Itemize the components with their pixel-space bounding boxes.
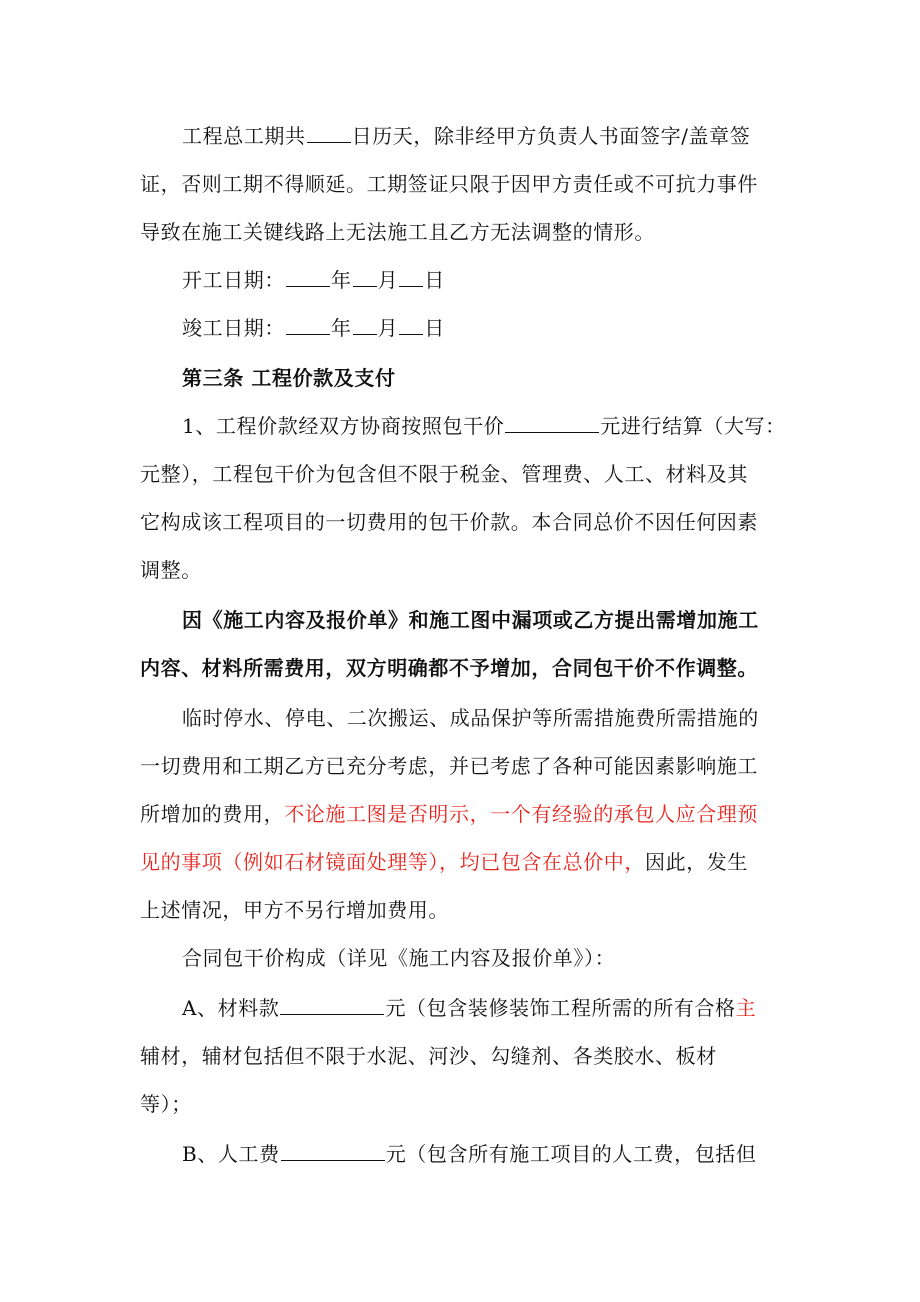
paragraph-duration-line-1: 工程总工期共 日历天，除非经甲方负责人书面签字/盖章签 — [182, 124, 751, 148]
blank-duration-days — [307, 122, 351, 143]
paragraph-price-line-2: 元整），工程包干价为包含但不限于税金、管理费、人工、材料及其 — [140, 462, 748, 486]
blank-end-day — [399, 314, 423, 335]
paragraph-measures-line-2: 一切费用和工期乙方已充分考虑，并已考虑了各种可能因素影响施工 — [140, 754, 758, 778]
item-a-line-1: A、材料款 元（包含装修装饰工程所需的所有合格主 — [182, 996, 757, 1020]
blank-start-year — [286, 266, 330, 287]
highlighted-text: 不论施工图是否明示，一个有经验的承包人应合理预 — [284, 802, 759, 826]
blank-end-month — [353, 314, 377, 335]
paragraph-measures-line-1: 临时停水、停电、二次搬运、成品保护等所需措施费所需措施的 — [182, 706, 759, 730]
paragraph-measures-line-5: 上述情况，甲方不另行增加费用。 — [140, 898, 449, 922]
paragraph-duration-line-2: 证，否则工期不得顺延。工期签证只限于因甲方责任或不可抗力事件 — [140, 172, 758, 196]
blank-start-month — [353, 266, 377, 287]
highlighted-text: 主 — [735, 996, 757, 1020]
paragraph-price-line-4: 调整。 — [140, 558, 202, 582]
blank-labor-cost — [281, 1140, 385, 1161]
paragraph-composition-intro: 合同包干价构成（详见《施工内容及报价单》）： — [182, 946, 616, 970]
item-b-line-1: B、人工费 元（包含所有施工项目的人工费，包括但 — [182, 1142, 757, 1166]
start-date-line: 开工日期： 年 月 日 — [182, 268, 445, 292]
paragraph-price-line-3: 它构成该工程项目的一切费用的包干价款。本合同总价不因任何因素 — [140, 510, 758, 534]
blank-contract-price — [505, 412, 599, 433]
paragraph-measures-line-4: 见的事项（例如石材镜面处理等），均已包含在总价中，因此，发生 — [140, 850, 748, 874]
item-a-line-2: 辅材，辅材包括但不限于水泥、河沙、勾缝剂、各类胶水、板材 — [140, 1044, 717, 1068]
paragraph-bold-line-2: 内容、材料所需费用，双方明确都不予增加，合同包干价不作调整。 — [140, 656, 758, 680]
paragraph-bold-line-1: 因《施工内容及报价单》和施工图中漏项或乙方提出需增加施工 — [182, 608, 759, 632]
item-a-line-3: 等）； — [140, 1092, 192, 1116]
highlighted-text: 见的事项（例如石材镜面处理等），均已包含在总价中， — [140, 850, 645, 874]
blank-start-day — [399, 266, 423, 287]
paragraph-measures-line-3: 所增加的费用，不论施工图是否明示，一个有经验的承包人应合理预 — [140, 802, 759, 826]
paragraph-duration-line-3: 导致在施工关键线路上无法施工且乙方无法调整的情形。 — [140, 220, 655, 244]
blank-material-cost — [280, 994, 384, 1015]
end-date-line: 竣工日期： 年 月 日 — [182, 316, 445, 340]
blank-end-year — [286, 314, 330, 335]
article-3-heading: 第三条 工程价款及支付 — [182, 366, 396, 390]
paragraph-price-line-1: 1、工程价款经双方协商按照包干价 元进行结算（大写： — [182, 414, 786, 438]
